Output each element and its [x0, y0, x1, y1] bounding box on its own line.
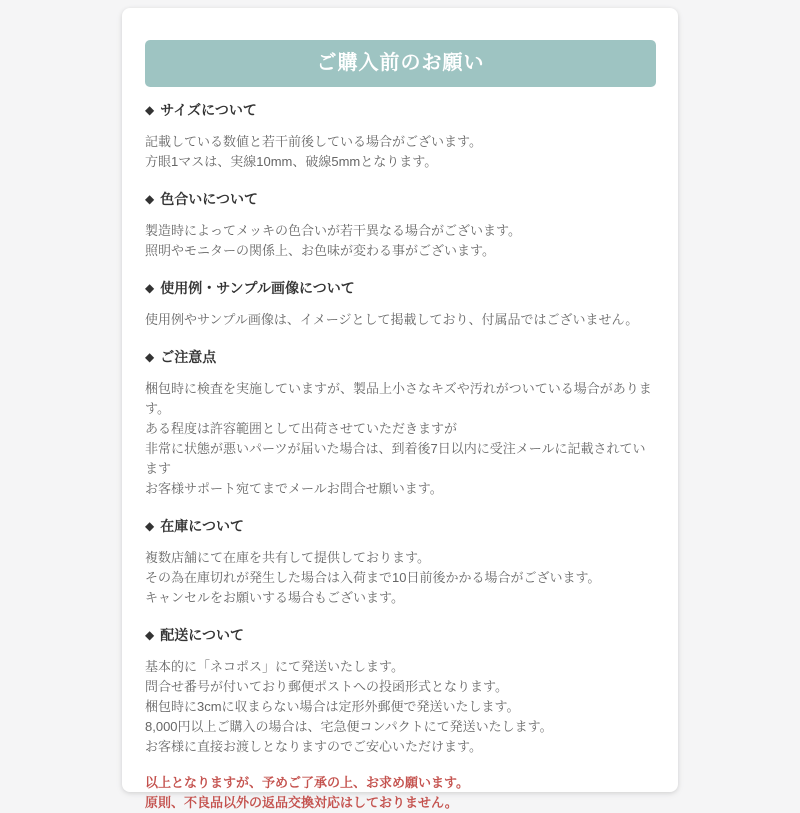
diamond-bullet-icon: ◆ — [145, 192, 155, 206]
diamond-bullet-icon: ◆ — [145, 350, 155, 364]
section-text-line: 非常に状態が悪いパーツが届いた場合は、到着後7日以内に受注メールに記載されています — [145, 441, 646, 476]
section-text-line: 基本的に「ネコポス」にて発送いたします。 — [145, 659, 404, 674]
section-text-line: キャンセルをお願いする場合もございます。 — [145, 590, 404, 605]
section-text-line: 使用例やサンプル画像は、イメージとして掲載しており、付属品ではございません。 — [145, 312, 639, 327]
section-body — [145, 379, 656, 499]
section-title-text: ご注意点 — [160, 349, 217, 365]
section-text-line: 照明やモニターの関係上、お色味が変わる事がございます。 — [145, 243, 495, 258]
section-text-line: 問合せ番号が付いており郵便ポストへの投函形式となります。 — [145, 679, 508, 694]
section-stock — [145, 519, 656, 608]
section-title — [145, 350, 656, 365]
section-text-line: ある程度は許容範囲として出荷させていただきますが — [145, 421, 458, 436]
warning-text-line: 以上となりますが、予めご了承の上、お求め願います。 — [145, 775, 469, 790]
warning-text-line: 原則、不良品以外の返品交換対応はしておりません。 — [145, 795, 458, 810]
section-text-line: 梱包時に3cmに収まらない場合は定形外郵便で発送いたします。 — [145, 699, 520, 714]
section-title-text: サイズについて — [160, 102, 257, 118]
banner-title: ご購入前のお願い — [316, 52, 485, 74]
section-body — [145, 548, 656, 608]
section-text-line: お客様サポート宛てまでメールお問合せ願います。 — [145, 481, 443, 496]
section-body — [145, 310, 656, 330]
section-color — [145, 192, 656, 261]
notice-card — [122, 8, 678, 810]
section-shipping — [145, 628, 656, 757]
section-text-line: お客様に直接お渡しとなりますのでご安心いただけます。 — [145, 739, 482, 754]
section-text-line: 複数店舗にて在庫を共有して提供しております。 — [145, 550, 430, 565]
section-body — [145, 657, 656, 757]
section-text-line: その為在庫切れが発生した場合は入荷まで10日前後かかる場合がございます。 — [145, 570, 601, 585]
section-text-line: 記載している数値と若干前後している場合がございます。 — [145, 134, 482, 149]
section-title — [145, 192, 656, 207]
diamond-bullet-icon: ◆ — [145, 103, 155, 117]
section-cautions — [145, 350, 656, 499]
diamond-bullet-icon: ◆ — [145, 628, 155, 642]
section-title — [145, 281, 656, 296]
section-title — [145, 519, 656, 534]
section-sample-images — [145, 281, 656, 330]
notice-banner — [145, 40, 656, 87]
diamond-bullet-icon: ◆ — [145, 519, 155, 533]
section-title-text: 色合いについて — [160, 191, 258, 207]
section-body — [145, 221, 656, 261]
section-size — [145, 103, 656, 172]
section-text-line: 梱包時に検査を実施していますが、製品上小さなキズや汚れがついている場合があります。 — [145, 381, 652, 416]
section-title-text: 使用例・サンプル画像について — [160, 280, 355, 296]
section-text-line: 製造時によってメッキの色合いが若干異なる場合がございます。 — [145, 223, 521, 238]
section-title — [145, 628, 656, 643]
section-title — [145, 103, 656, 118]
section-title-text: 配送について — [160, 627, 244, 643]
warning-notice — [145, 773, 656, 813]
section-body — [145, 132, 656, 172]
section-title-text: 在庫について — [160, 518, 244, 534]
section-text-line: 方眼1マスは、実線10mm、破線5mmとなります。 — [145, 154, 438, 169]
section-text-line: 8,000円以上ご購入の場合は、宅急便コンパクトにて発送いたします。 — [145, 719, 553, 734]
diamond-bullet-icon: ◆ — [145, 281, 155, 295]
